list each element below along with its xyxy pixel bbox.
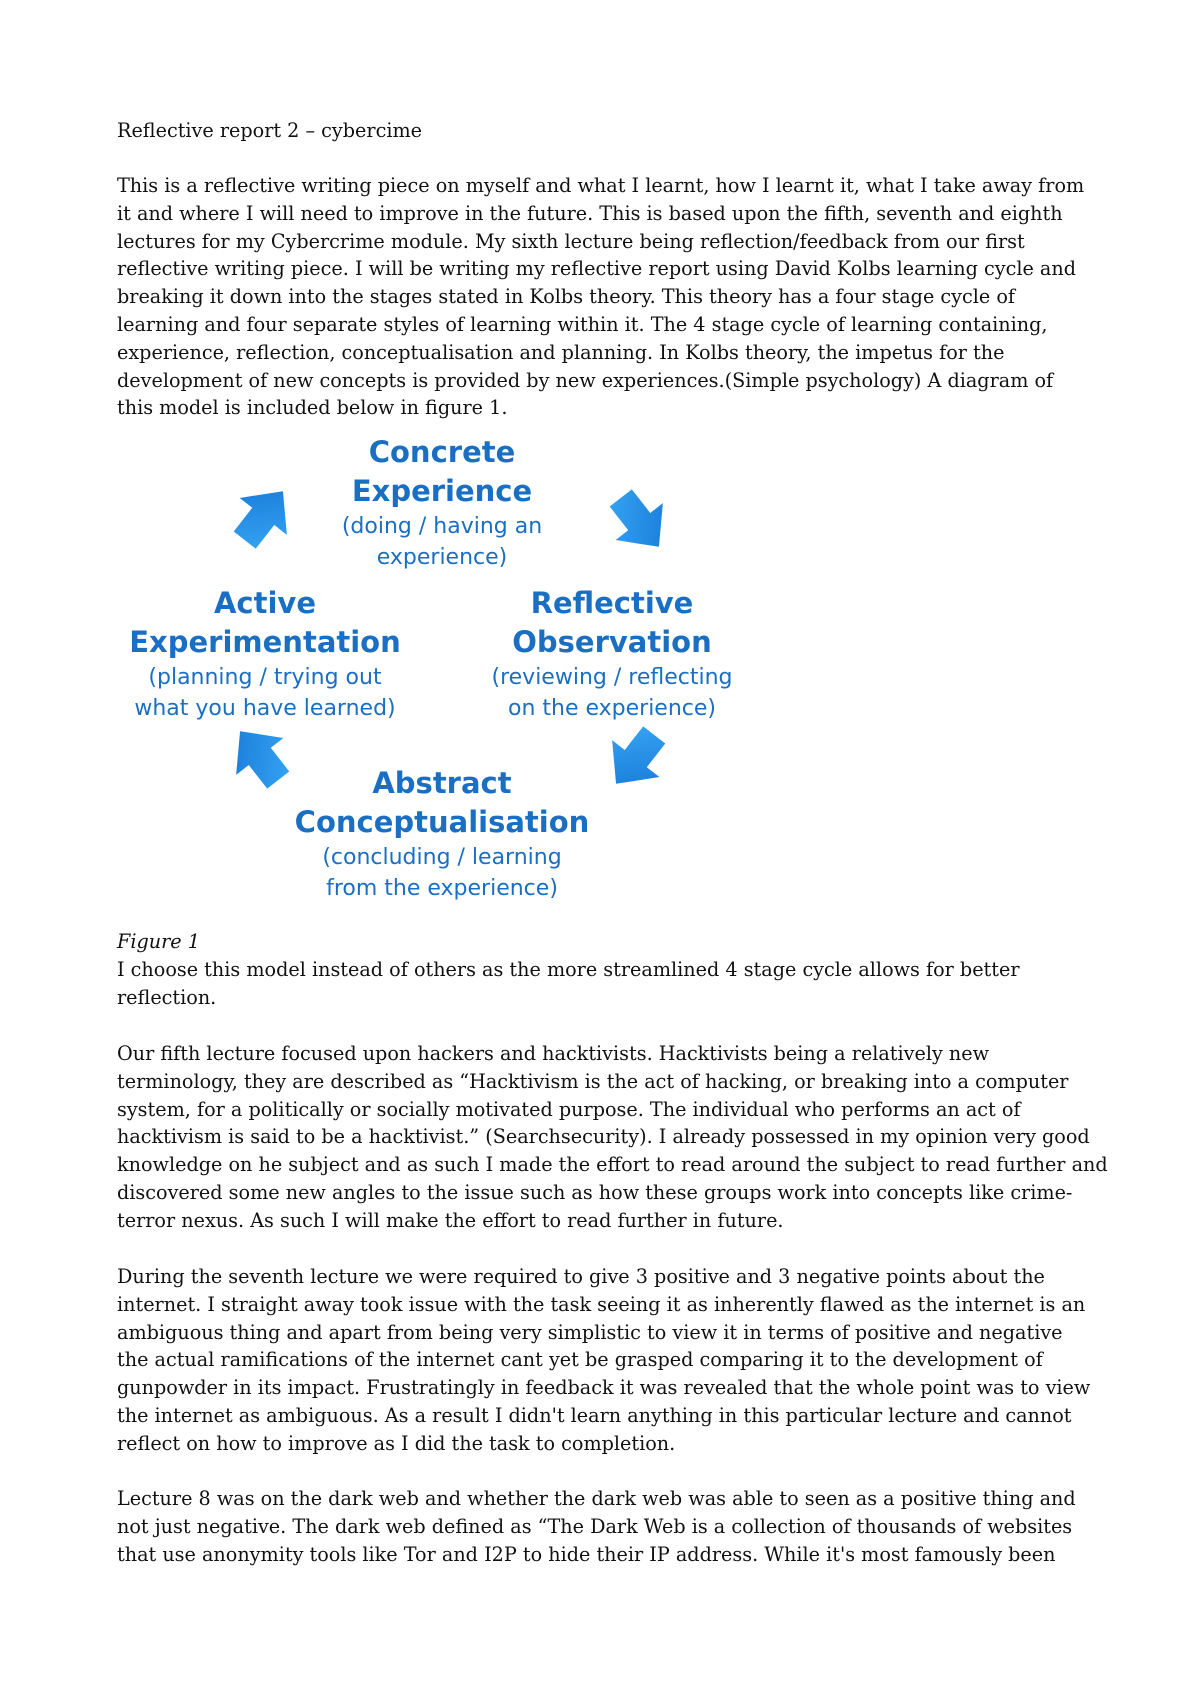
node-title: Experimentation — [129, 625, 401, 659]
paragraph-line: this model is included below in figure 1. — [117, 396, 508, 420]
arrow-up-right-icon — [221, 473, 306, 559]
paragraph-line: experience, reflection, conceptualisation and planning. In Kolbs theory, the impetus for the — [117, 340, 1005, 364]
node-subtitle: (concluding / learning — [322, 845, 562, 870]
paragraph-line: development of new concepts is provided by new experiences.(Simple psychology) A diagram of — [117, 368, 1054, 392]
node-title: Observation — [512, 625, 712, 659]
paragraph-line: During the seventh lecture we were required to give 3 positive and 3 negative points about the — [117, 1265, 1045, 1288]
kolb-cycle-figure — [120, 430, 760, 910]
node-subtitle: (reviewing / reflecting — [491, 665, 733, 690]
node-subtitle: what you have learned) — [134, 696, 396, 721]
node-subtitle: experience) — [376, 545, 508, 570]
paragraph-line: reflection. — [117, 985, 217, 1009]
paragraph-seventh-lecture — [117, 1263, 1097, 1458]
paragraph-line: that use anonymity tools like Tor and I2P to hide their IP address. While it's most famously been — [117, 1542, 1056, 1566]
node-abstract-conceptualisation — [295, 766, 590, 901]
paragraph-fifth-lecture — [117, 1040, 1108, 1235]
paragraph-line: the actual ramifications of the internet cant yet be grasped comparing it to the development of — [117, 1348, 1043, 1372]
paragraph-line: not just negative. The dark web defined as “The Dark Web is a collection of thousands of websites — [117, 1514, 1073, 1538]
paragraph-intro — [117, 172, 1097, 422]
node-concrete-experience — [342, 435, 542, 570]
node-active-experimentation — [129, 586, 401, 721]
paragraph-line: reflective writing piece. I will be writing my reflective report using David Kolbs learning cycle and — [117, 257, 1077, 281]
node-title: Concrete — [368, 435, 516, 469]
node-reflective-observation — [492, 586, 733, 721]
node-subtitle: from the experience) — [326, 876, 558, 901]
paragraph-line: the internet as ambiguous. As a result I didn't learn anything in this particular lecture and cannot — [117, 1403, 1072, 1427]
paragraph-line: knowledge on he subject and as such I made the effort to read around the subject to read further and — [117, 1153, 1108, 1177]
node-title: Reflective — [530, 586, 694, 620]
paragraph-line: system, for a politically or socially motivated purpose. The individual who performs an act of — [117, 1097, 1021, 1121]
paragraph-line: Lecture 8 was on the dark web and whether the dark web was able to seen as a positive thing and — [117, 1487, 1076, 1510]
node-title: Abstract — [372, 766, 512, 800]
paragraph-line: breaking it down into the stages stated in Kolbs theory. This theory has a four stage cycle of — [117, 285, 1015, 309]
paragraph-line: it and where I will need to improve in the future. This is based upon the fifth, seventh and eighth — [117, 201, 1063, 225]
paragraph-line: lectures for my Cybercrime module. My sixth lecture being reflection/feedback from our first — [117, 229, 1025, 253]
figure-caption — [117, 928, 1097, 1011]
paragraph-line: internet. I straight away took issue with the task seeing it as inherently flawed as the internet is an — [117, 1292, 1086, 1316]
paragraph-eighth-lecture — [117, 1485, 1097, 1568]
paragraph-line: discovered some new angles to the issue such as how these groups work into concepts like crime- — [117, 1180, 1073, 1204]
node-subtitle: on the experience) — [507, 696, 717, 721]
paragraph-line: reflect on how to improve as I did the task to completion. — [117, 1431, 676, 1455]
arrow-down-left-icon — [592, 716, 677, 802]
node-subtitle: (doing / having an — [341, 514, 543, 539]
arrow-down-right-icon — [597, 479, 682, 565]
node-title: Experience — [351, 474, 533, 508]
paragraph-line: learning and four separate styles of learning within it. The 4 stage cycle of learning containing, — [117, 312, 1048, 336]
paragraph-line: This is a reflective writing piece on myself and what I learnt, how I learnt it, what I take away from — [117, 174, 1085, 197]
document-title: Reflective report 2 – cybercime — [117, 119, 423, 142]
paragraph-line: Our fifth lecture focused upon hackers and hacktivists. Hacktivists being a relatively new — [117, 1042, 990, 1065]
node-title: Conceptualisation — [294, 805, 590, 839]
paragraph-line: hacktivism is said to be a hacktivist.” (Searchsecurity). I already possessed in my opinion very good — [117, 1125, 1090, 1149]
paragraph-line: terminology, they are described as “Hacktivism is the act of hacking, or breaking into a computer — [117, 1069, 1069, 1093]
node-subtitle: (planning / trying out — [148, 665, 382, 690]
figure-label: Figure 1 — [117, 930, 200, 953]
arrow-up-left-icon — [216, 713, 301, 799]
paragraph-line: ambiguous thing and apart from being very simplistic to view it in terms of positive and negative — [117, 1320, 1063, 1344]
paragraph-line: terror nexus. As such I will make the effort to read further in future. — [117, 1208, 784, 1232]
paragraph-line: I choose this model instead of others as the more streamlined 4 stage cycle allows for better — [117, 957, 1020, 981]
kolb-cycle-diagram — [120, 430, 760, 910]
paragraph-line: gunpowder in its impact. Frustratingly in feedback it was revealed that the whole point was to view — [117, 1376, 1091, 1400]
node-title: Active — [213, 586, 317, 620]
